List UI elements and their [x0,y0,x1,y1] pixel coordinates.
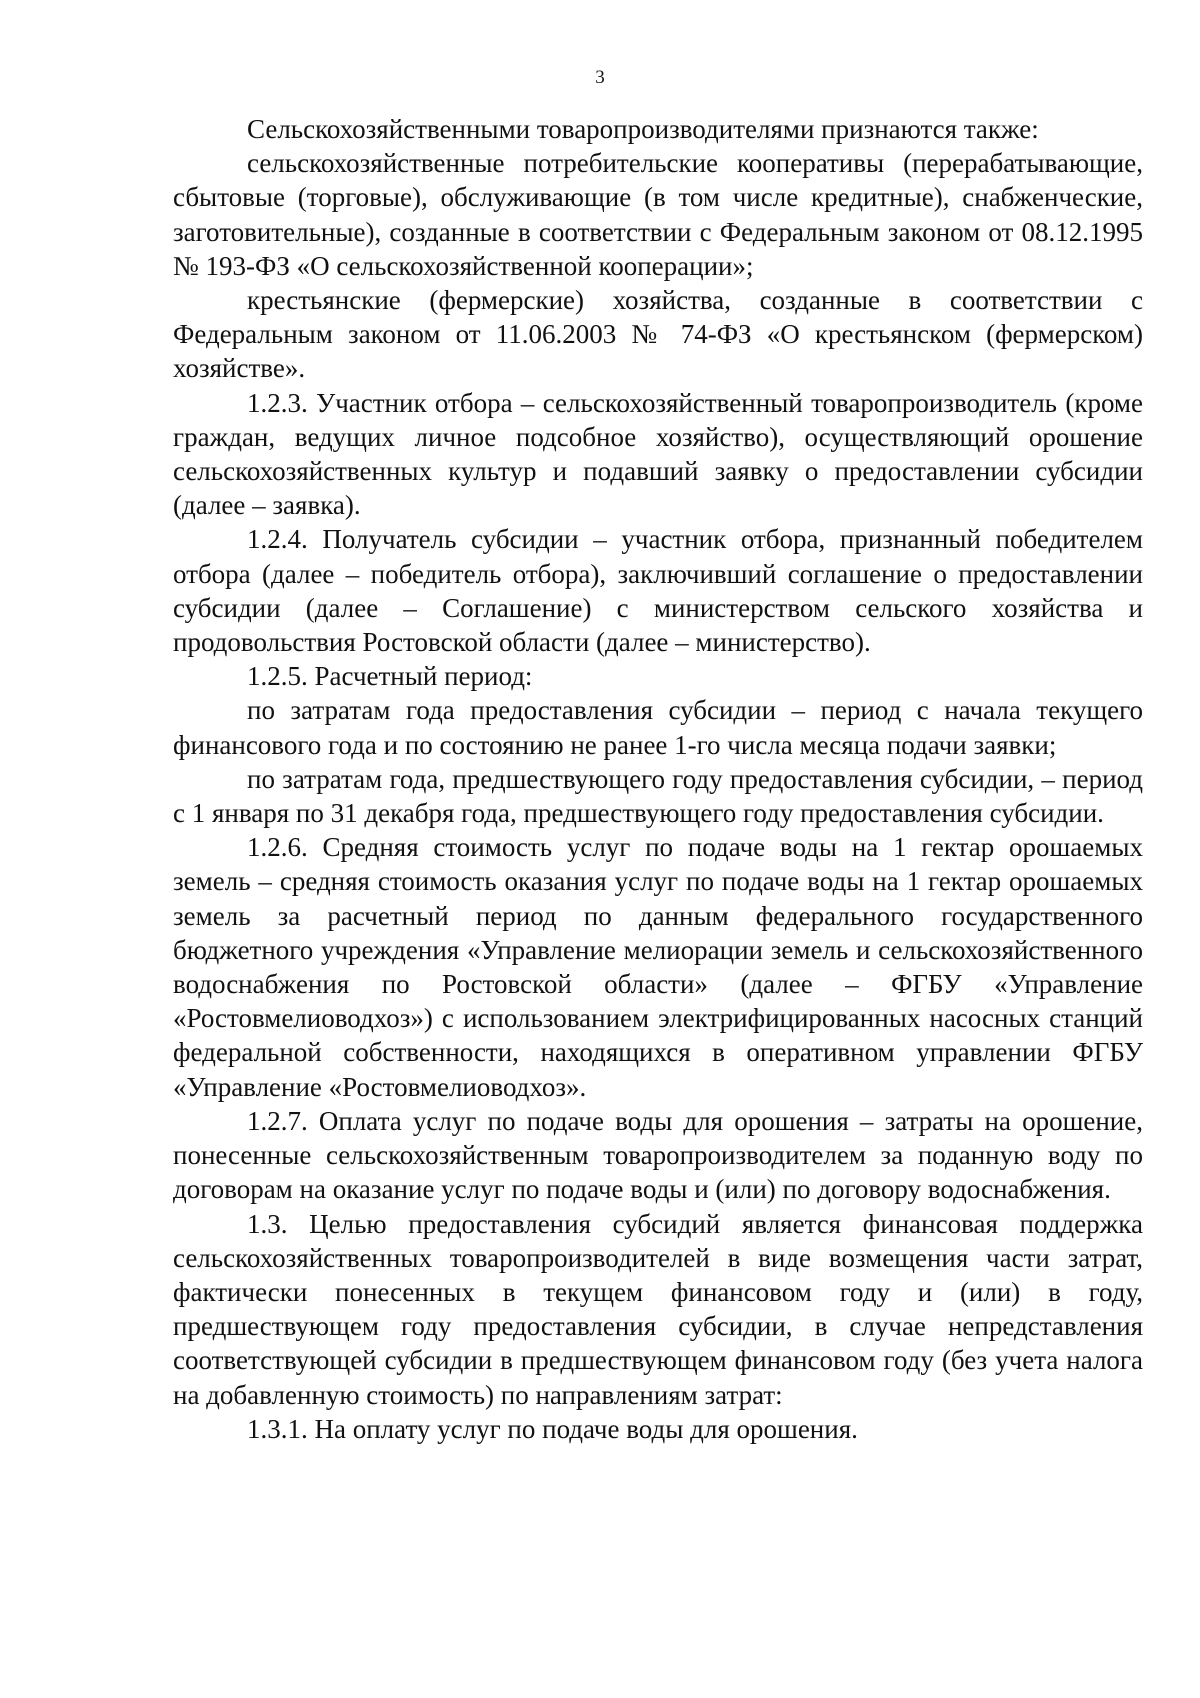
paragraph-farms: крестьянские (фермерские) хозяйства, созданные в соответствии с Федеральным законом от 11.06.2003 № 74-ФЗ «О крестьянском (фермерском) хозяйстве». [173,285,1143,384]
paragraph-1-3-1: 1.3.1. На оплату услуг по подаче воды для орошения. [247,1413,858,1444]
page-number: 3 [595,67,605,88]
paragraph-1-2-5: 1.2.5. Расчетный период: [247,661,533,692]
paragraph-cooperatives: сельскохозяйственные потребительские кооперативы (перерабатывающие, сбытовые (торговые), обслуживающие (в том числе кредитные), снабженческие, заготовительные), созданные в соответствии с Федеральным законом от 08.12.1995 № 193-ФЗ «О сельскохозяйственной кооперации»; [173,148,1143,281]
paragraph-current-year-costs: по затратам года предоставления субсидии – период с начала текущего финансового года и по состоянию не ранее 1-го числа месяца подачи заявки; [173,695,1143,760]
paragraph-1-2-7: 1.2.7. Оплата услуг по подаче воды для орошения – затраты на орошение, понесенные сельскохозяйственным товаропроизводителем за поданную воду по договорам на оказание услуг по подаче воды и (или) по договору водоснабжения. [173,1105,1143,1205]
paragraph-1-2-6: 1.2.6. Средняя стоимость услуг по подаче воды на 1 гектар орошаемых земель – средняя стоимость оказания услуг по подаче воды на 1 гектар орошаемых земель за расчетный период по данным федерального государственного бюджетного учреждения «Управление мелиорации земель и сельскохозяйственного водоснабжения по Ростовской области» (далее – ФГБУ «Управление «Ростовмелиоводхоз») с использованием электрифицированных насосных станций федеральной собственности, находящихся в оперативном управлении ФГБУ «Управление «Ростовмелиоводхоз». [173,832,1143,1102]
paragraph-1-3: 1.3. Целью предоставления субсидий является финансовая поддержка сельскохозяйственных товаропроизводителей в виде возмещения части затрат, фактически понесенных в текущем финансовом году и (или) в году, предшествующем году предоставления субсидии, в случае непредставления соответствующей субсидии в предшествующем финансовом году (без учета налога на добавленную стоимость) по направлениям затрат: [173,1208,1143,1410]
paragraph-producers-also: Сельскохозяйственными товаропроизводителями признаются также: [247,114,1039,144]
paragraph-previous-year-costs: по затратам года, предшествующего году предоставления субсидии, – период с 1 января по 31 декабря года, предшествующего году предоставления субсидии. [173,763,1143,829]
paragraph-1-2-3: 1.2.3. Участник отбора – сельскохозяйственный товаропроизводитель (кроме граждан, ведущих личное подсобное хозяйство), осуществляющий орошение сельскохозяйственных культур и подавший заявку о предоставлении субсидии (далее – заявка). [173,387,1143,521]
paragraph-1-2-4: 1.2.4. Получатель субсидии – участник отбора, признанный победителем отбора (далее – победитель отбора), заключивший соглашение о предоставлении субсидии (далее – Соглашение) с министерством сельского хозяйства и продовольствия Ростовской области (далее – министерство). [173,524,1143,658]
document-body [173,112,1143,1446]
